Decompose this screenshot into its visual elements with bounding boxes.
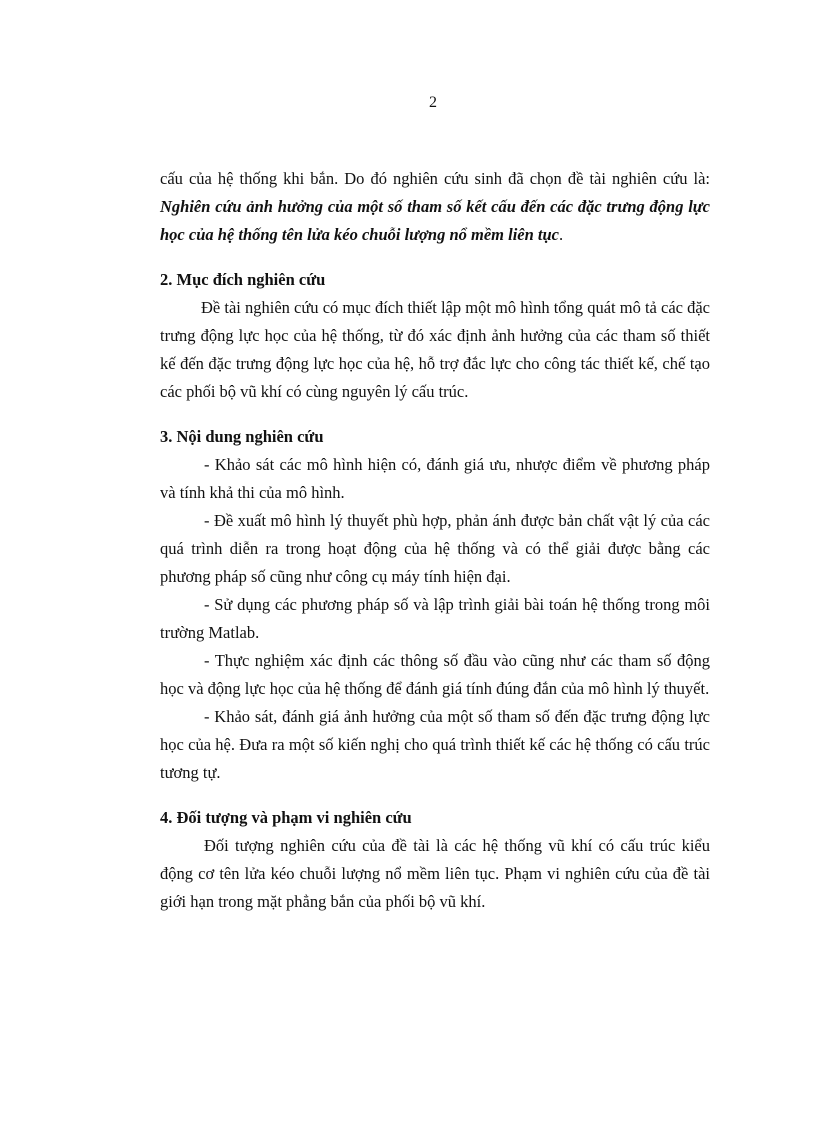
list-item: - Khảo sát, đánh giá ảnh hưởng của một số tham số đến đặc trưng động lực học của hệ. Đưa ra một số kiến nghị cho quá trình thiết kế các hệ thống có cấu trúc tương tự.	[160, 707, 710, 782]
list-item: - Sử dụng các phương pháp số và lập trình giải bài toán hệ thống trong môi trường Matlab.	[160, 595, 710, 642]
list-item: - Đề xuất mô hình lý thuyết phù hợp, phản ánh được bản chất vật lý của các quá trình diễn ra trong hoạt động của hệ thống và có thể giải được bằng các phương pháp số cũng như công cụ máy tính hiện đại.	[160, 511, 710, 586]
section-heading-scope: 4. Đối tượng và phạm vi nghiên cứu	[160, 808, 412, 827]
intro-text: cấu của hệ thống khi bắn. Do đó nghiên cứu sinh đã chọn đề tài nghiên cứu là:	[160, 169, 710, 188]
thesis-topic: Nghiên cứu ảnh hưởng của một số tham số kết cấu đến các đặc trưng động lực học của hệ thống tên lửa kéo chuỗi lượng nổ mềm liên tục	[160, 197, 710, 244]
topic-period: .	[559, 225, 564, 244]
section-paragraph: Đối tượng nghiên cứu của đề tài là các hệ thống vũ khí có cấu trúc kiểu động cơ tên lửa kéo chuỗi lượng nổ mềm liên tục. Phạm vi nghiên cứu của đề tài giới hạn trong mặt phẳng bắn của phối bộ vũ khí.	[160, 836, 710, 911]
list-item: - Thực nghiệm xác định các thông số đầu vào cũng như các tham số động học và động lực học của hệ thống để đánh giá tính đúng đắn của mô hình lý thuyết.	[160, 651, 710, 698]
list-item: - Khảo sát các mô hình hiện có, đánh giá ưu, nhược điểm về phương pháp và tính khả thi của mô hình.	[160, 455, 710, 502]
section-heading-content: 3. Nội dung nghiên cứu	[160, 427, 324, 446]
page-content	[160, 165, 710, 916]
page-number: 2	[429, 94, 437, 111]
intro-paragraph	[160, 165, 710, 249]
section-paragraph: Đề tài nghiên cứu có mục đích thiết lập một mô hình tổng quát mô tả các đặc trưng động lực học của hệ thống, từ đó xác định ảnh hưởng của các tham số thiết kế đến đặc trưng động lực học của hệ, hỗ trợ đắc lực cho công tác thiết kế, chế tạo các phối bộ vũ khí có cùng nguyên lý cấu trúc.	[160, 298, 710, 401]
section-heading-purpose: 2. Mục đích nghiên cứu	[160, 270, 326, 289]
